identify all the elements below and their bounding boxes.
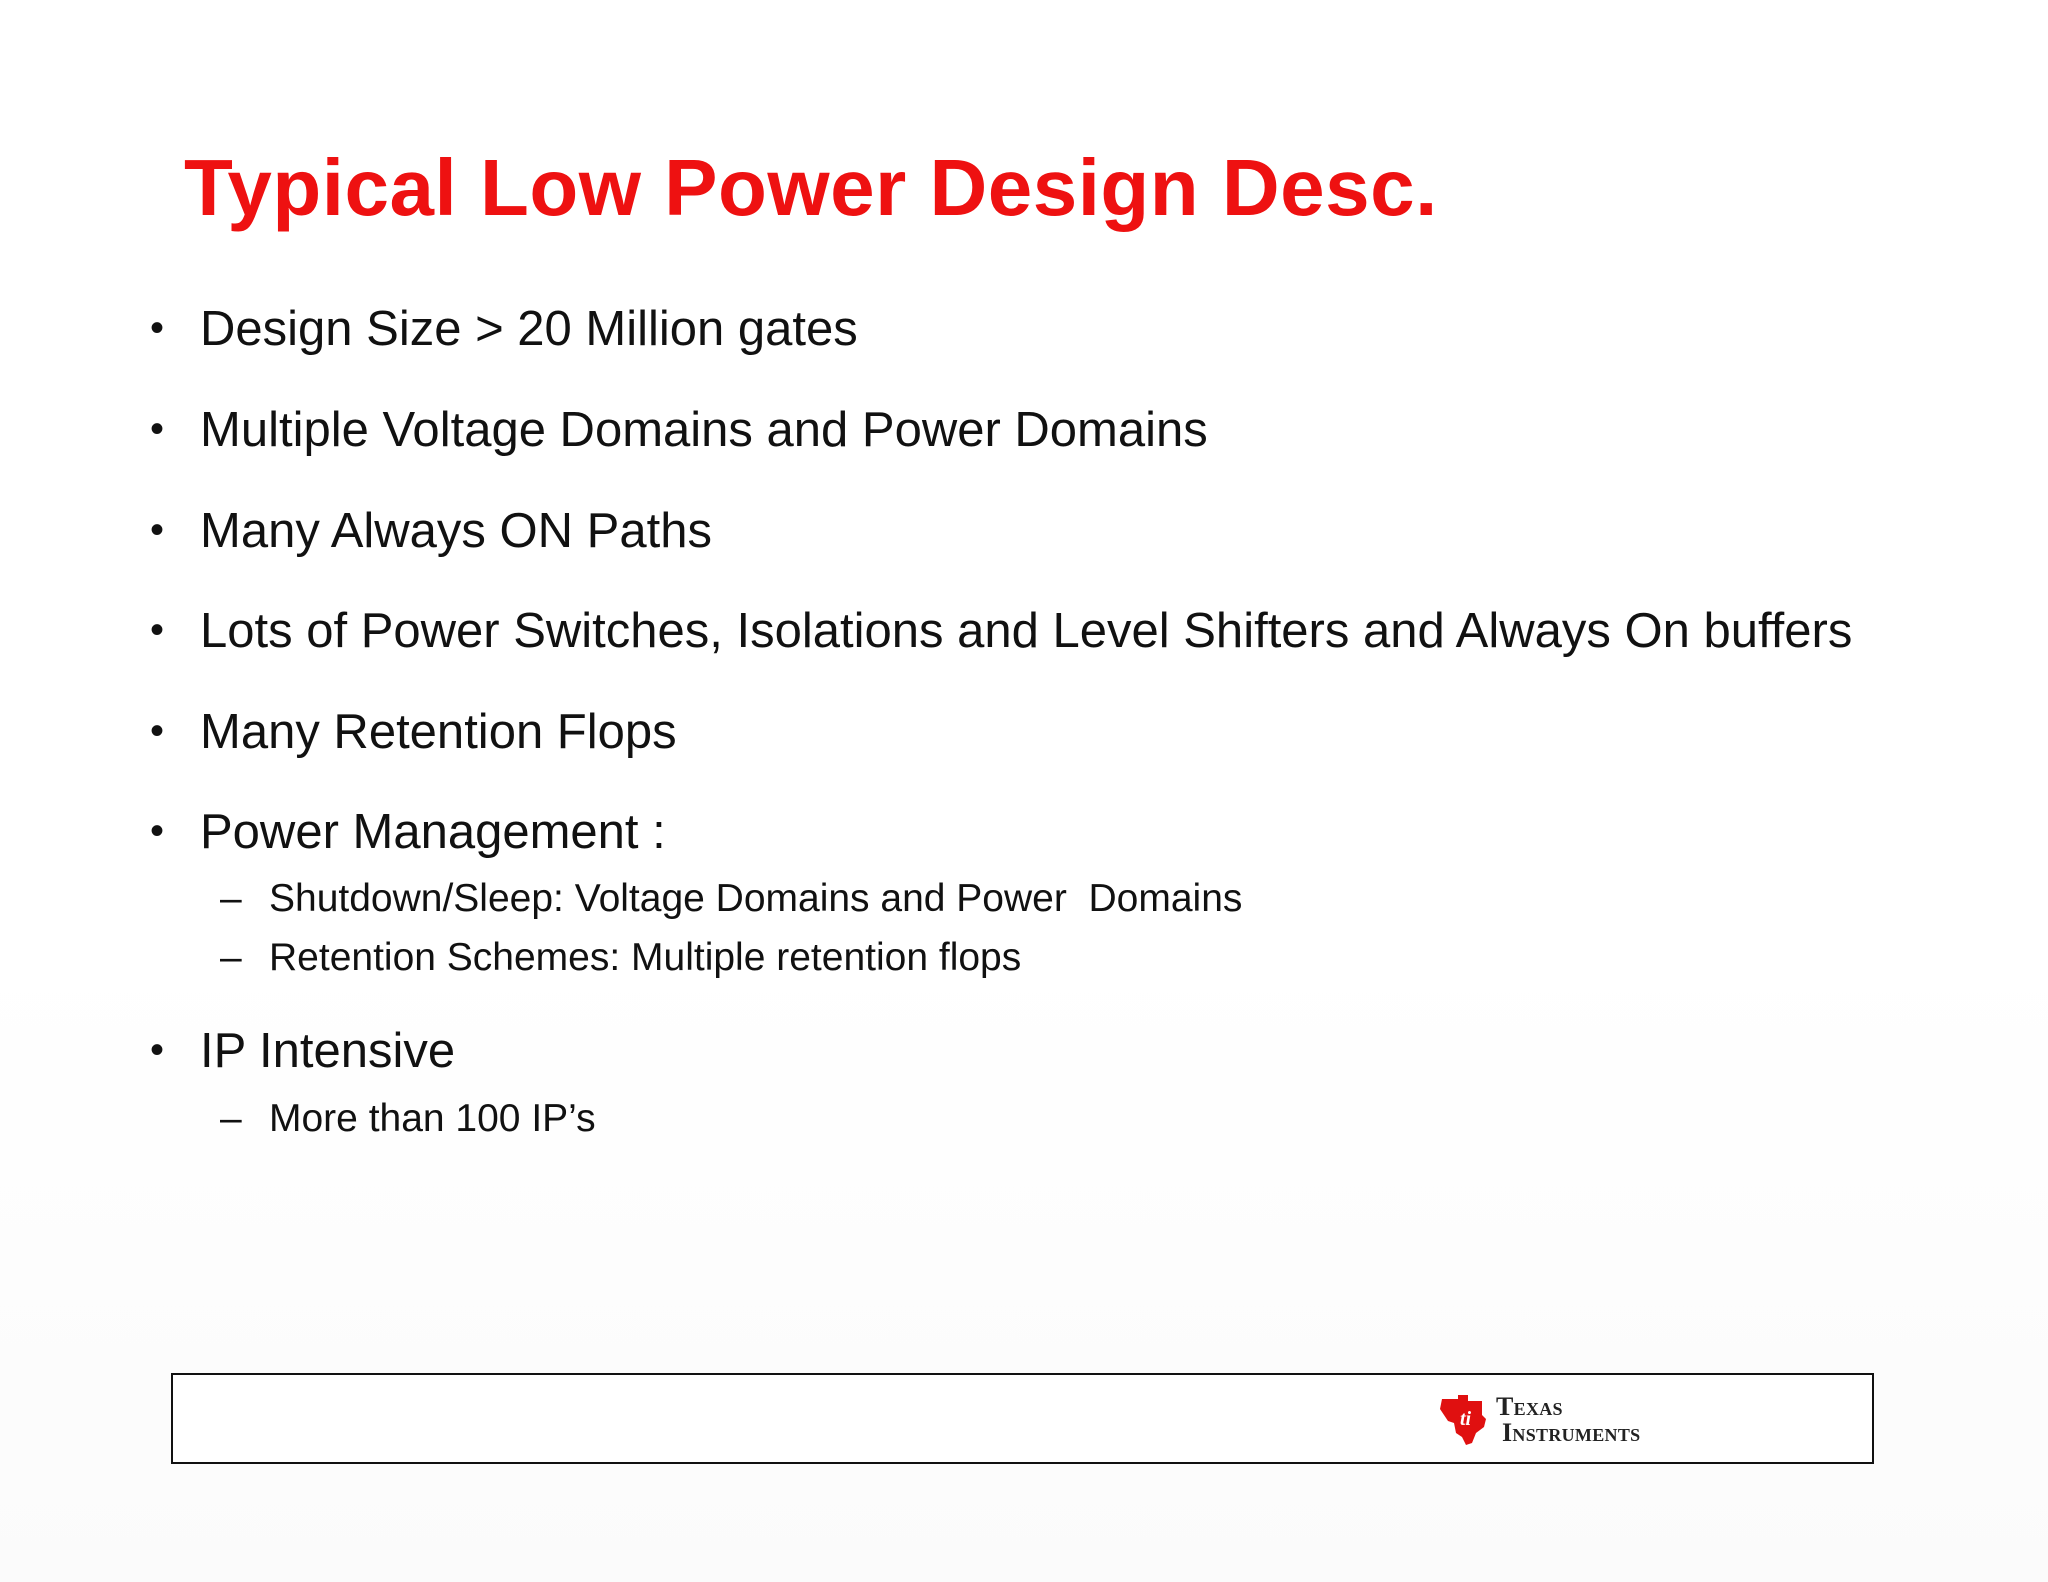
bullet-item (150, 604, 1853, 658)
sub-bullet-dash: – (220, 1097, 242, 1140)
bullet-item (150, 504, 712, 558)
sub-bullet-text: Shutdown/Sleep: Voltage Domains and Power Domains (269, 877, 1243, 920)
sub-bullet-dash: – (220, 936, 242, 979)
sub-bullet-item (220, 1099, 596, 1138)
bullet-text: Lots of Power Switches, Isolations and Level Shifters and Always On buffers (200, 604, 1853, 658)
bullet-item (150, 1024, 456, 1078)
bullet-dot: • (150, 306, 165, 350)
bullet-item (150, 302, 858, 356)
bullet-text: Multiple Voltage Domains and Power Domains (200, 403, 1208, 457)
sub-bullet-item (220, 879, 1242, 918)
bullet-text: IP Intensive (200, 1024, 456, 1078)
logo-text-instruments: Instruments (1502, 1418, 1641, 1447)
bullet-dot: • (150, 407, 165, 451)
texas-instruments-logo-icon (1438, 1393, 1490, 1447)
bullet-text: Design Size > 20 Million gates (200, 302, 858, 356)
logo-text-texas: Texas (1496, 1392, 1563, 1421)
sub-bullet-text: More than 100 IP’s (269, 1097, 596, 1140)
bullet-dot: • (150, 1028, 165, 1072)
bullet-item (150, 805, 666, 859)
bullet-item (150, 403, 1208, 457)
sub-bullet-item (220, 938, 1021, 977)
slide-title: Typical Low Power Design Desc. (184, 143, 1438, 232)
bullet-text: Power Management : (200, 805, 666, 859)
sub-bullet-text: Retention Schemes: Multiple retention flops (269, 936, 1022, 979)
bullet-dot: • (150, 809, 165, 853)
bullet-item (150, 705, 677, 759)
texas-instruments-logo (1438, 1392, 1640, 1448)
sub-bullet-dash: – (220, 877, 242, 920)
bullet-dot: • (150, 709, 165, 753)
bullet-text: Many Always ON Paths (200, 504, 712, 558)
bullet-dot: • (150, 508, 165, 552)
bullet-text: Many Retention Flops (200, 705, 677, 759)
bullet-dot: • (150, 608, 165, 652)
svg-text:ti: ti (1460, 1408, 1472, 1430)
